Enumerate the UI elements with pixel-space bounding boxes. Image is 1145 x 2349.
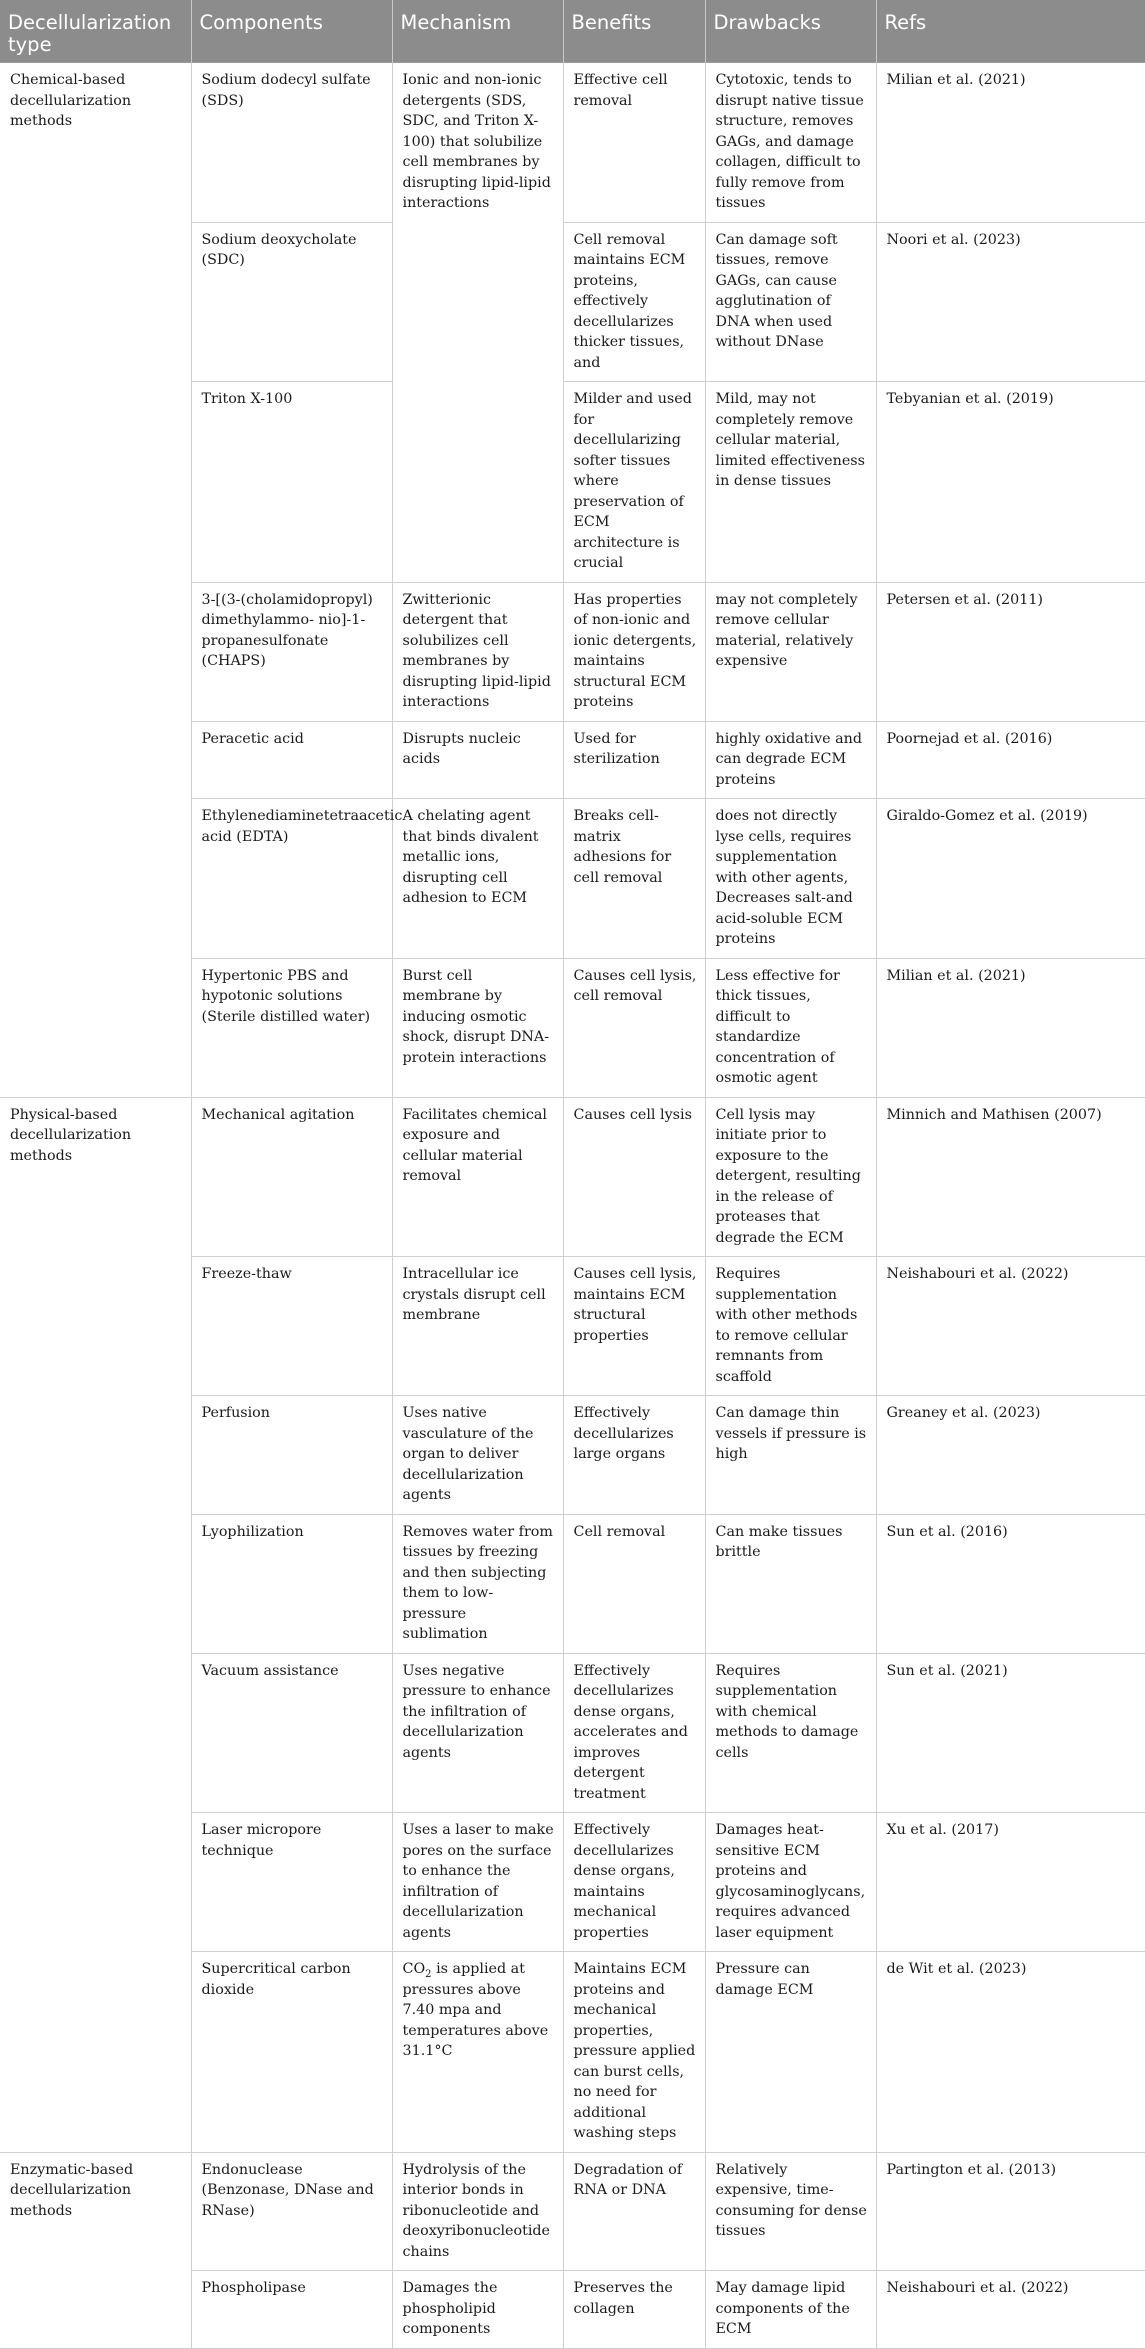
benefits-cell: Milder and used for decellularizing softer tissues where preservation of ECM architecture is crucial <box>563 382 705 583</box>
drawbacks-cell: Pressure can damage ECM <box>705 1952 876 2153</box>
refs-cell: Noori et al. (2023) <box>876 222 1145 382</box>
refs-cell: Neishabouri et al. (2022) <box>876 1257 1145 1396</box>
drawbacks-cell: May damage lipid components of the ECM <box>705 2271 876 2349</box>
drawbacks-cell: does not directly lyse cells, requires supplementation with other agents, Decreases salt-and acid-soluble ECM proteins <box>705 799 876 959</box>
mechanism-cell: Ionic and non-ionic detergents (SDS, SDC, and Triton X-100) that solubilize cell membranes by disrupting lipid-lipid interactions <box>392 63 563 583</box>
component-cell: Vacuum assistance <box>191 1653 392 1813</box>
header-refs: Refs <box>876 0 1145 63</box>
refs-cell: Sun et al. (2021) <box>876 1653 1145 1813</box>
refs-cell: Milian et al. (2021) <box>876 958 1145 1097</box>
component-cell: Triton X-100 <box>191 382 392 583</box>
table-row <box>0 2152 1145 2271</box>
component-cell: Freeze-thaw <box>191 1257 392 1396</box>
component-cell: Ethylenediaminetetraacetic acid (EDTA) <box>191 799 392 959</box>
component-cell: Sodium dodecyl sulfate (SDS) <box>191 63 392 223</box>
mechanism-cell: Damages the phospholipid components <box>392 2271 563 2349</box>
refs-cell: de Wit et al. (2023) <box>876 1952 1145 2153</box>
drawbacks-cell: Can damage thin vessels if pressure is high <box>705 1396 876 1515</box>
mechanism-cell: Disrupts nucleic acids <box>392 721 563 799</box>
benefits-cell: Has properties of non-ionic and ionic detergents, maintains structural ECM proteins <box>563 582 705 721</box>
drawbacks-cell: Cell lysis may initiate prior to exposure to the detergent, resulting in the release of proteases that degrade the ECM <box>705 1097 876 1257</box>
refs-cell: Xu et al. (2017) <box>876 1813 1145 1952</box>
component-cell: Phospholipase <box>191 2271 392 2349</box>
refs-cell: Minnich and Mathisen (2007) <box>876 1097 1145 1257</box>
drawbacks-cell: highly oxidative and can degrade ECM proteins <box>705 721 876 799</box>
benefits-cell: Effectively decellularizes large organs <box>563 1396 705 1515</box>
mechanism-cell: Intracellular ice crystals disrupt cell membrane <box>392 1257 563 1396</box>
table-row <box>0 1097 1145 1257</box>
component-cell: Mechanical agitation <box>191 1097 392 1257</box>
drawbacks-cell: Can damage soft tissues, remove GAGs, can cause agglutination of DNA when used without DNase <box>705 222 876 382</box>
benefits-cell: Effectively decellularizes dense organs, maintains mechanical properties <box>563 1813 705 1952</box>
drawbacks-cell: Requires supplementation with other methods to remove cellular remnants from scaffold <box>705 1257 876 1396</box>
component-cell: Laser micropore technique <box>191 1813 392 1952</box>
component-cell: Peracetic acid <box>191 721 392 799</box>
benefits-cell: Cell removal maintains ECM proteins, effectively decellularizes thicker tissues, and <box>563 222 705 382</box>
mechanism-cell: Removes water from tissues by freezing and then subjecting them to low-pressure sublimation <box>392 1514 563 1653</box>
benefits-cell: Breaks cell-matrix adhesions for cell removal <box>563 799 705 959</box>
component-cell: Supercritical carbon dioxide <box>191 1952 392 2153</box>
component-cell: Hypertonic PBS and hypotonic solutions (Sterile distilled water) <box>191 958 392 1097</box>
component-cell: 3-[(3-(cholamidopropyl) dimethylammo- nio]-1-propanesulfonate (CHAPS) <box>191 582 392 721</box>
mechanism-cell: Burst cell membrane by inducing osmotic shock, disrupt DNA-protein interactions <box>392 958 563 1097</box>
refs-cell: Greaney et al. (2023) <box>876 1396 1145 1515</box>
mechanism-cell: Uses negative pressure to enhance the infiltration of decellularization agents <box>392 1653 563 1813</box>
table-header-row <box>0 0 1145 63</box>
component-cell: Endonuclease (Benzonase, DNase and RNase) <box>191 2152 392 2271</box>
drawbacks-cell: Less effective for thick tissues, difficult to standardize concentration of osmotic agent <box>705 958 876 1097</box>
refs-cell: Sun et al. (2016) <box>876 1514 1145 1653</box>
header-mechanism: Mechanism <box>392 0 563 63</box>
drawbacks-cell: may not completely remove cellular material, relatively expensive <box>705 582 876 721</box>
mechanism-cell: Zwitterionic detergent that solubilizes cell membranes by disrupting lipid-lipid interactions <box>392 582 563 721</box>
drawbacks-cell: Cytotoxic, tends to disrupt native tissue structure, removes GAGs, and damage collagen, difficult to fully remove from tissues <box>705 63 876 223</box>
drawbacks-cell: Damages heat-sensitive ECM proteins and glycosaminoglycans, requires advanced laser equipment <box>705 1813 876 1952</box>
table-row <box>0 63 1145 223</box>
refs-cell: Poornejad et al. (2016) <box>876 721 1145 799</box>
co2-formula: $CO_2$ <box>402 1961 432 1980</box>
benefits-cell: Effective cell removal <box>563 63 705 223</box>
mechanism-cell: $CO_2$ is applied at pressures above 7.40 mpa and temperatures above 31.1°C <box>392 1952 563 2153</box>
benefits-cell: Cell removal <box>563 1514 705 1653</box>
type-cell-physical: Physical-based decellularization methods <box>0 1097 191 2152</box>
mechanism-cell: A chelating agent that binds divalent metallic ions, disrupting cell adhesion to ECM <box>392 799 563 959</box>
header-drawbacks: Drawbacks <box>705 0 876 63</box>
component-cell: Sodium deoxycholate (SDC) <box>191 222 392 382</box>
refs-cell: Petersen et al. (2011) <box>876 582 1145 721</box>
component-cell: Lyophilization <box>191 1514 392 1653</box>
type-cell-enzymatic: Enzymatic-based decellularization methods <box>0 2152 191 2348</box>
header-benefits: Benefits <box>563 0 705 63</box>
refs-cell: Giraldo-Gomez et al. (2019) <box>876 799 1145 959</box>
benefits-cell: Used for sterilization <box>563 721 705 799</box>
benefits-cell: Degradation of RNA or DNA <box>563 2152 705 2271</box>
refs-cell: Neishabouri et al. (2022) <box>876 2271 1145 2349</box>
header-decellularization-type: Decellularization type <box>0 0 191 63</box>
refs-cell: Tebyanian et al. (2019) <box>876 382 1145 583</box>
drawbacks-cell: Requires supplementation with chemical methods to damage cells <box>705 1653 876 1813</box>
refs-cell: Milian et al. (2021) <box>876 63 1145 223</box>
benefits-cell: Maintains ECM proteins and mechanical properties, pressure applied can burst cells, no need for additional washing steps <box>563 1952 705 2153</box>
header-components: Components <box>191 0 392 63</box>
drawbacks-cell: Relatively expensive, time-consuming for dense tissues <box>705 2152 876 2271</box>
benefits-cell: Causes cell lysis <box>563 1097 705 1257</box>
mechanism-cell: Uses a laser to make pores on the surface to enhance the infiltration of decellularization agents <box>392 1813 563 1952</box>
drawbacks-cell: Can make tissues brittle <box>705 1514 876 1653</box>
refs-cell: Partington et al. (2013) <box>876 2152 1145 2271</box>
type-cell-chemical: Chemical-based decellularization methods <box>0 63 191 1098</box>
benefits-cell: Effectively decellularizes dense organs, accelerates and improves detergent treatment <box>563 1653 705 1813</box>
mechanism-cell: Uses native vasculature of the organ to deliver decellularization agents <box>392 1396 563 1515</box>
benefits-cell: Preserves the collagen <box>563 2271 705 2349</box>
component-cell: Perfusion <box>191 1396 392 1515</box>
mechanism-cell: Hydrolysis of the interior bonds in ribonucleotide and deoxyribonucleotide chains <box>392 2152 563 2271</box>
benefits-cell: Causes cell lysis, maintains ECM structural properties <box>563 1257 705 1396</box>
benefits-cell: Causes cell lysis, cell removal <box>563 958 705 1097</box>
mechanism-cell: Facilitates chemical exposure and cellular material removal <box>392 1097 563 1257</box>
drawbacks-cell: Mild, may not completely remove cellular material, limited effectiveness in dense tissues <box>705 382 876 583</box>
